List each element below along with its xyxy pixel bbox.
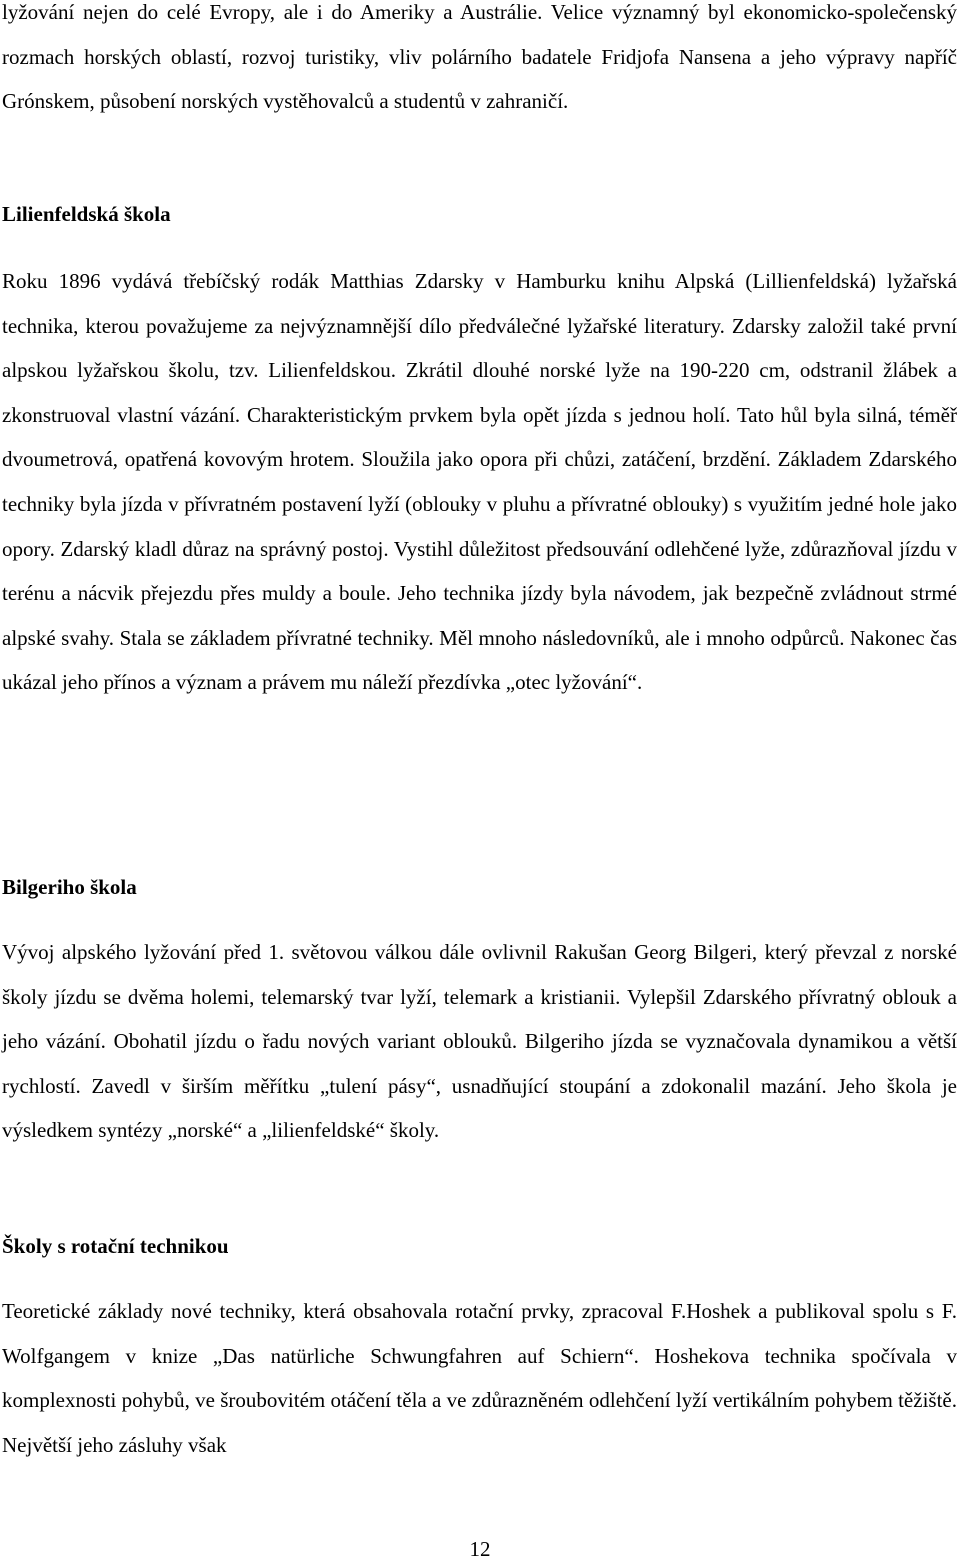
section-heading-lilienfeld: Lilienfeldská škola — [2, 202, 171, 226]
section-paragraph-bilgeri: Vývoj alpského lyžování před 1. světovou válkou dále ovlivnil Rakušan Georg Bilgeri, který převzal z norské školy jízdu se dvěma holemi, telemarský tvar lyží, telemark a kristianii. Vylepšil Zdarského přívratný oblouk a jeho vázání. Obohatil jízdu o řadu nových variant oblouků. Bilgeriho jízda se vyznačovala dynamikou a větší rychlostí. Zavedl v širším měřítku „tulení pásy“, usnadňující stoupání a zdokonalil mazání. Jeho škola je výsledkem syntézy „norské“ a „lilienfeldské“ školy. — [2, 940, 957, 1143]
page-number: 12 — [469, 1537, 491, 1561]
intro-paragraph: lyžování nejen do celé Evropy, ale i do Ameriky a Austrálie. Velice významný byl ekonomicko-společenský rozmach horských oblastí, rozvoj turistiky, vliv polárního badatele Fridjofa Nansena a jeho výpravy napříč Grónskem, působení norských vystěhovalců a studentů v zahraničí. — [2, 0, 957, 114]
section-heading-bilgeri: Bilgeriho škola — [2, 875, 137, 899]
section-paragraph-rotation: Teoretické základy nové techniky, která obsahovala rotační prvky, zpracoval F.Hoshek a publikoval spolu s F. Wolfgangem v knize „Das natürliche Schwungfahren auf Schiern“. Hoshekova technika spočívala v komplexnosti pohybů, ve šroubovitém otáčení těla a ve zdůrazněném odlehčení lyží vertikálním pohybem těžiště. Největší jeho zásluhy však — [2, 1299, 957, 1457]
section-heading-rotation: Školy s rotační technikou — [2, 1234, 229, 1258]
section-paragraph-lilienfeld: Roku 1896 vydává třebíčský rodák Matthias Zdarsky v Hamburku knihu Alpská (Lillienfeldská) lyžařská technika, kterou považujeme za nejvýznamnější dílo předválečné lyžařské literatury. Zdarsky založil také první alpskou lyžařskou školu, tzv. Lilienfeldskou. Zkrátil dlouhé norské lyže na 190-220 cm, odstranil žlábek a zkonstruoval vlastní vázání. Charakteristickým prvkem byla opět jízda s jednou holí. Tato hůl byla silná, téměř dvoumetrová, opatřená kovovým hrotem. Sloužila jako opora při chůzi, zatáčení, brzdění. Základem Zdarského techniky byla jízda v přívratném postavení lyží (oblouky v pluhu a přívratné oblouky) s využitím jedné hole jako opory. Zdarský kladl důraz na správný postoj. Vystihl důležitost předsouvání odlehčené lyže, zdůrazňoval jízdu v terénu a nácvik přejezdu přes muldy a boule. Jeho technika jízdy byla návodem, jak bezpečně zvládnout strmé alpské svahy. Stala se základem přívratné techniky. Měl mnoho následovníků, ale i mnoho odpůrců. Nakonec čas ukázal jeho přínos a význam a právem mu náleží přezdívka „otec lyžování“. — [2, 269, 957, 695]
